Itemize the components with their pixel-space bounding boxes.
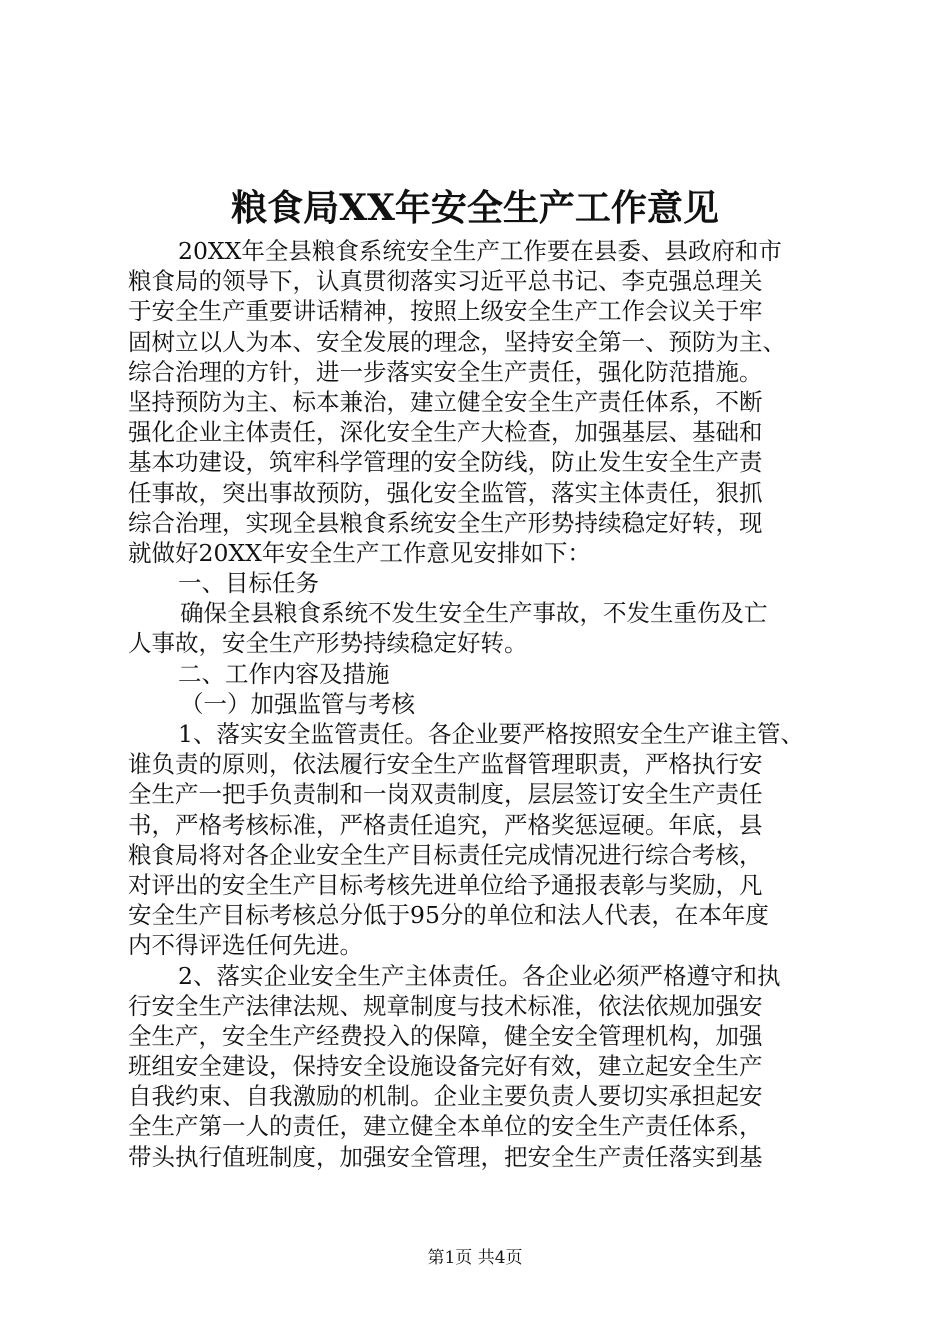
text-line: 谁负责的原则，依法履行安全生产监督管理职责，严格执行安 — [128, 750, 763, 779]
text-line: 综合治理的方针，进一步落实安全生产责任，强化防范措施。 — [128, 357, 763, 386]
text-line: 全生产一把手负责制和一岗双责制度，层层签订安全生产责任 — [128, 780, 763, 809]
text-line: 坚持预防为主、标本兼治，建立健全安全生产责任体系，不断 — [128, 387, 763, 416]
document-body — [128, 236, 828, 1172]
text-line: 1、落实安全监管责任。各企业要严格按照安全生产谁主管、 — [178, 720, 804, 748]
text-line: 20XX年全县粮食系统安全生产工作要在县委、县政府和市 — [178, 237, 782, 265]
text-line: 安全生产目标考核总分低于95分的单位和法人代表，在本年度 — [128, 901, 769, 930]
text-line: 就做好20XX年安全生产工作意见安排如下： — [128, 538, 591, 567]
text-line: 固树立以人为本、安全发展的理念，坚持安全第一、预防为主、 — [128, 327, 786, 356]
text-line: 确保全县粮食系统不发生安全生产事故，不发生重伤及亡 — [180, 599, 768, 628]
text-line: 2、落实企业安全生产主体责任。各企业必须严格遵守和执 — [178, 961, 781, 990]
page-footer: 第1页 共4页 — [427, 1248, 523, 1268]
document-title: 粮食局XX年安全生产工作意见 — [231, 187, 719, 229]
text-line: 粮食局的领导下，认真贯彻落实习近平总书记、李克强总理关 — [128, 267, 763, 296]
subsection-heading: （一）加强监管与考核 — [180, 689, 415, 718]
text-line: 带头执行值班制度，加强安全管理，把安全生产责任落实到基 — [128, 1142, 763, 1171]
text-line: 强化企业主体责任，深化安全生产大检查，加强基层、基础和 — [128, 418, 763, 447]
text-line: 内不得评选任何先进。 — [128, 931, 363, 960]
section-heading: 一、目标任务 — [178, 569, 319, 598]
text-line: 自我约束、自我激励的机制。企业主要负责人要切实承担起安 — [128, 1082, 763, 1111]
section-heading: 二、工作内容及措施 — [178, 659, 390, 688]
text-line: 基本功建设，筑牢科学管理的安全防线，防止发生安全生产责 — [128, 448, 763, 477]
text-line: 全生产，安全生产经费投入的保障，健全安全管理机构，加强 — [128, 1021, 763, 1050]
text-line: 书，严格考核标准，严格责任追究，严格奖惩逗硬。年底，县 — [128, 810, 763, 839]
text-line: 行安全生产法律法规、规章制度与技术标准，依法依规加强安 — [128, 991, 763, 1020]
text-line: 对评出的安全生产目标考核先进单位给予通报表彰与奖励，凡 — [128, 870, 763, 899]
text-line: 全生产第一人的责任，建立健全本单位的安全生产责任体系， — [128, 1112, 763, 1141]
text-line: 任事故，突出事故预防，强化安全监管，落实主体责任，狠抓 — [128, 478, 763, 507]
text-line: 人事故，安全生产形势持续稳定好转。 — [128, 629, 528, 658]
text-line: 于安全生产重要讲话精神，按照上级安全生产工作会议关于牢 — [128, 297, 763, 326]
text-line: 综合治理，实现全县粮食系统安全生产形势持续稳定好转，现 — [128, 508, 763, 537]
text-line: 班组安全建设，保持安全设施设备完好有效，建立起安全生产 — [128, 1052, 763, 1081]
text-line: 粮食局将对各企业安全生产目标责任完成情况进行综合考核， — [128, 840, 763, 869]
